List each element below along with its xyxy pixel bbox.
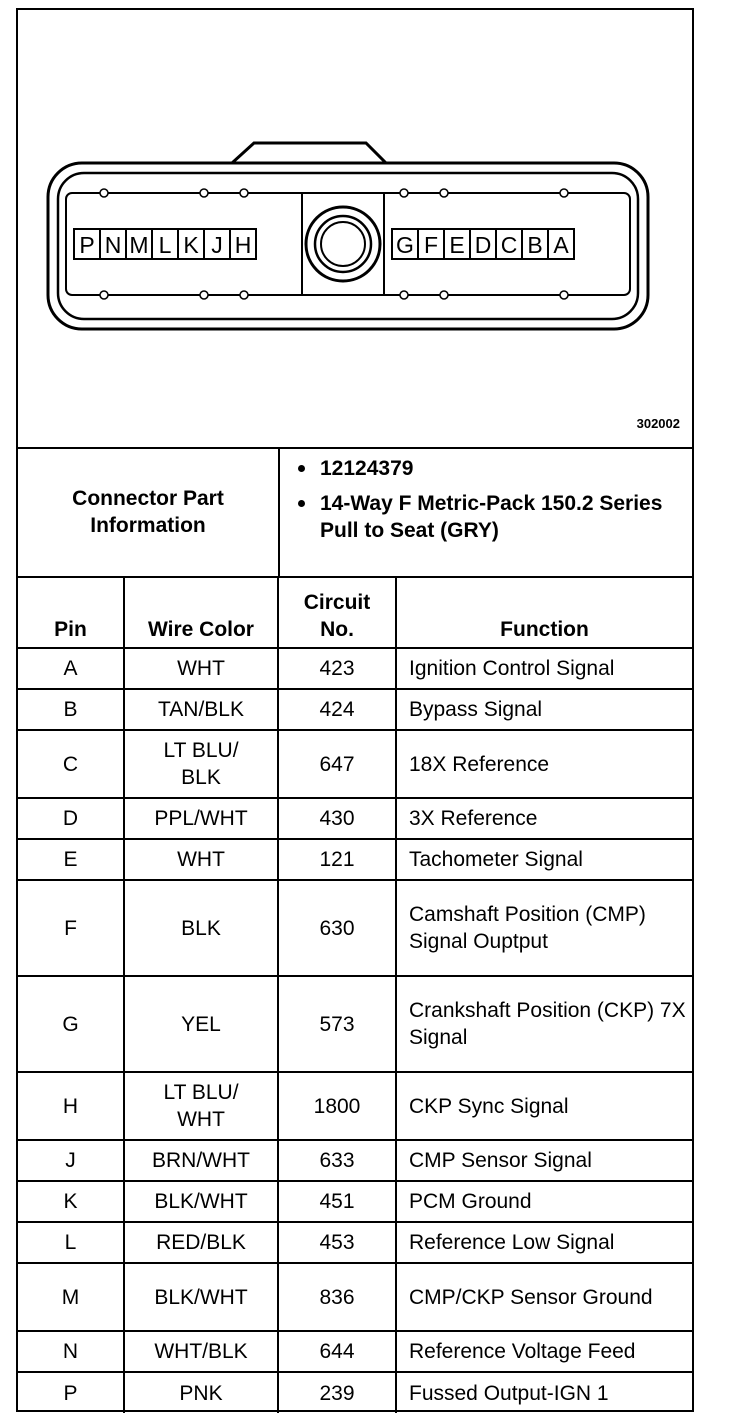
pin-table — [18, 576, 692, 1413]
cell-pin: C — [18, 730, 124, 798]
header-function: Function — [396, 576, 692, 648]
part-number: 12124379 — [320, 457, 414, 480]
figure-id: 302002 — [636, 416, 680, 431]
housing-rib — [560, 189, 568, 197]
table-row — [18, 839, 692, 880]
cell-circuit-no: 430 — [278, 798, 396, 839]
pin-label-a: A — [553, 232, 569, 258]
cell-function: Tachometer Signal — [396, 839, 692, 880]
table-row — [18, 1372, 692, 1413]
cell-circuit-no: 423 — [278, 648, 396, 689]
cell-circuit-no: 633 — [278, 1140, 396, 1181]
cell-pin: M — [18, 1263, 124, 1331]
pin-label-n: N — [104, 232, 122, 258]
housing-rib — [240, 189, 248, 197]
table-row — [18, 976, 692, 1072]
cell-circuit-no: 121 — [278, 839, 396, 880]
cell-function: CMP Sensor Signal — [396, 1140, 692, 1181]
cell-wire-color: LT BLU/ WHT — [124, 1072, 278, 1140]
cell-wire-color: PNK — [124, 1372, 278, 1413]
cell-pin: H — [18, 1072, 124, 1140]
cell-wire-color: LT BLU/ BLK — [124, 730, 278, 798]
pin-label-l: L — [158, 232, 172, 258]
header-circuit-line1: Circuit — [303, 591, 371, 614]
header-wire-color: Wire Color — [124, 576, 278, 648]
cell-function: Reference Low Signal — [396, 1222, 692, 1263]
housing-rib — [100, 189, 108, 197]
cell-pin: J — [18, 1140, 124, 1181]
pin-label-j: J — [211, 232, 223, 258]
cell-function: CMP/CKP Sensor Ground — [396, 1263, 692, 1331]
cell-pin: B — [18, 689, 124, 730]
pin-label-c: C — [500, 232, 518, 258]
pin-label-h: H — [234, 232, 252, 258]
housing-rib — [200, 291, 208, 299]
pin-label-b: B — [527, 232, 543, 258]
connector-part-label — [18, 447, 280, 576]
cell-circuit-no: 451 — [278, 1181, 396, 1222]
housing-rib — [400, 189, 408, 197]
cell-pin: A — [18, 648, 124, 689]
cell-circuit-no: 647 — [278, 730, 396, 798]
housing-rib — [400, 291, 408, 299]
cell-wire-color: BLK — [124, 880, 278, 976]
pin-label-m: M — [129, 232, 149, 258]
table-row — [18, 1181, 692, 1222]
part-number-item — [280, 455, 684, 482]
pin-label-g: G — [396, 232, 414, 258]
header-circuit-line2: No. — [320, 618, 354, 641]
cell-pin: G — [18, 976, 124, 1072]
cell-pin: N — [18, 1331, 124, 1372]
cell-pin: D — [18, 798, 124, 839]
housing-rib — [200, 189, 208, 197]
connector-drawing — [18, 10, 692, 447]
cell-function: 18X Reference — [396, 730, 692, 798]
cell-function: 3X Reference — [396, 798, 692, 839]
table-row — [18, 1331, 692, 1372]
table-row — [18, 730, 692, 798]
table-header-row — [18, 576, 692, 648]
pin-label-e: E — [449, 232, 465, 258]
connector-part-label-line1: Connector Part — [72, 486, 224, 510]
table-row — [18, 648, 692, 689]
pin-label-d: D — [474, 232, 492, 258]
connector-document — [16, 8, 694, 1412]
cell-wire-color: BLK/WHT — [124, 1181, 278, 1222]
table-row — [18, 1263, 692, 1331]
cell-function: CKP Sync Signal — [396, 1072, 692, 1140]
table-row — [18, 1222, 692, 1263]
pin-label-p: P — [79, 232, 95, 258]
connector-part-info — [18, 447, 692, 578]
connector-latch — [232, 143, 386, 163]
housing-rib — [440, 291, 448, 299]
header-circuit-no — [278, 576, 396, 648]
cell-wire-color: BRN/WHT — [124, 1140, 278, 1181]
table-row — [18, 880, 692, 976]
cell-pin: L — [18, 1222, 124, 1263]
bullet-icon — [298, 500, 305, 507]
part-description-item — [280, 490, 684, 544]
pin-label-f: F — [423, 232, 439, 258]
cell-circuit-no: 573 — [278, 976, 396, 1072]
cell-wire-color: TAN/BLK — [124, 689, 278, 730]
cell-circuit-no: 836 — [278, 1263, 396, 1331]
cell-pin: F — [18, 880, 124, 976]
cell-wire-color: RED/BLK — [124, 1222, 278, 1263]
table-row — [18, 1140, 692, 1181]
cell-function: Reference Voltage Feed — [396, 1331, 692, 1372]
cell-wire-color: BLK/WHT — [124, 1263, 278, 1331]
cell-function: PCM Ground — [396, 1181, 692, 1222]
cell-function: Camshaft Position (CMP) Signal Ouptput — [396, 880, 692, 976]
cell-circuit-no: 1800 — [278, 1072, 396, 1140]
cell-wire-color: WHT/BLK — [124, 1331, 278, 1372]
pin-label-k: K — [183, 232, 199, 258]
cell-wire-color: YEL — [124, 976, 278, 1072]
cell-function: Bypass Signal — [396, 689, 692, 730]
housing-rib — [100, 291, 108, 299]
cell-function: Ignition Control Signal — [396, 648, 692, 689]
cell-wire-color: WHT — [124, 648, 278, 689]
housing-rib — [440, 189, 448, 197]
connector-part-details — [280, 455, 684, 544]
part-description: 14-Way F Metric-Pack 150.2 Series Pull to Seat (GRY) — [320, 492, 663, 542]
housing-rib — [240, 291, 248, 299]
table-row — [18, 798, 692, 839]
housing-rib — [560, 291, 568, 299]
center-post-outer — [306, 207, 380, 281]
cell-wire-color: PPL/WHT — [124, 798, 278, 839]
table-row — [18, 1072, 692, 1140]
table-row — [18, 689, 692, 730]
cell-wire-color: WHT — [124, 839, 278, 880]
cell-pin: E — [18, 839, 124, 880]
cell-pin: K — [18, 1181, 124, 1222]
table-body — [18, 648, 692, 1413]
connector-part-label-line2: Information — [90, 513, 206, 537]
cell-circuit-no: 424 — [278, 689, 396, 730]
cell-function: Fussed Output-IGN 1 — [396, 1372, 692, 1413]
cell-circuit-no: 239 — [278, 1372, 396, 1413]
cell-function: Crankshaft Position (CKP) 7X Signal — [396, 976, 692, 1072]
cell-circuit-no: 453 — [278, 1222, 396, 1263]
cell-pin: P — [18, 1372, 124, 1413]
connector-diagram — [18, 10, 692, 449]
cell-circuit-no: 644 — [278, 1331, 396, 1372]
cell-circuit-no: 630 — [278, 880, 396, 976]
bullet-icon — [298, 465, 305, 472]
header-pin: Pin — [18, 576, 124, 648]
